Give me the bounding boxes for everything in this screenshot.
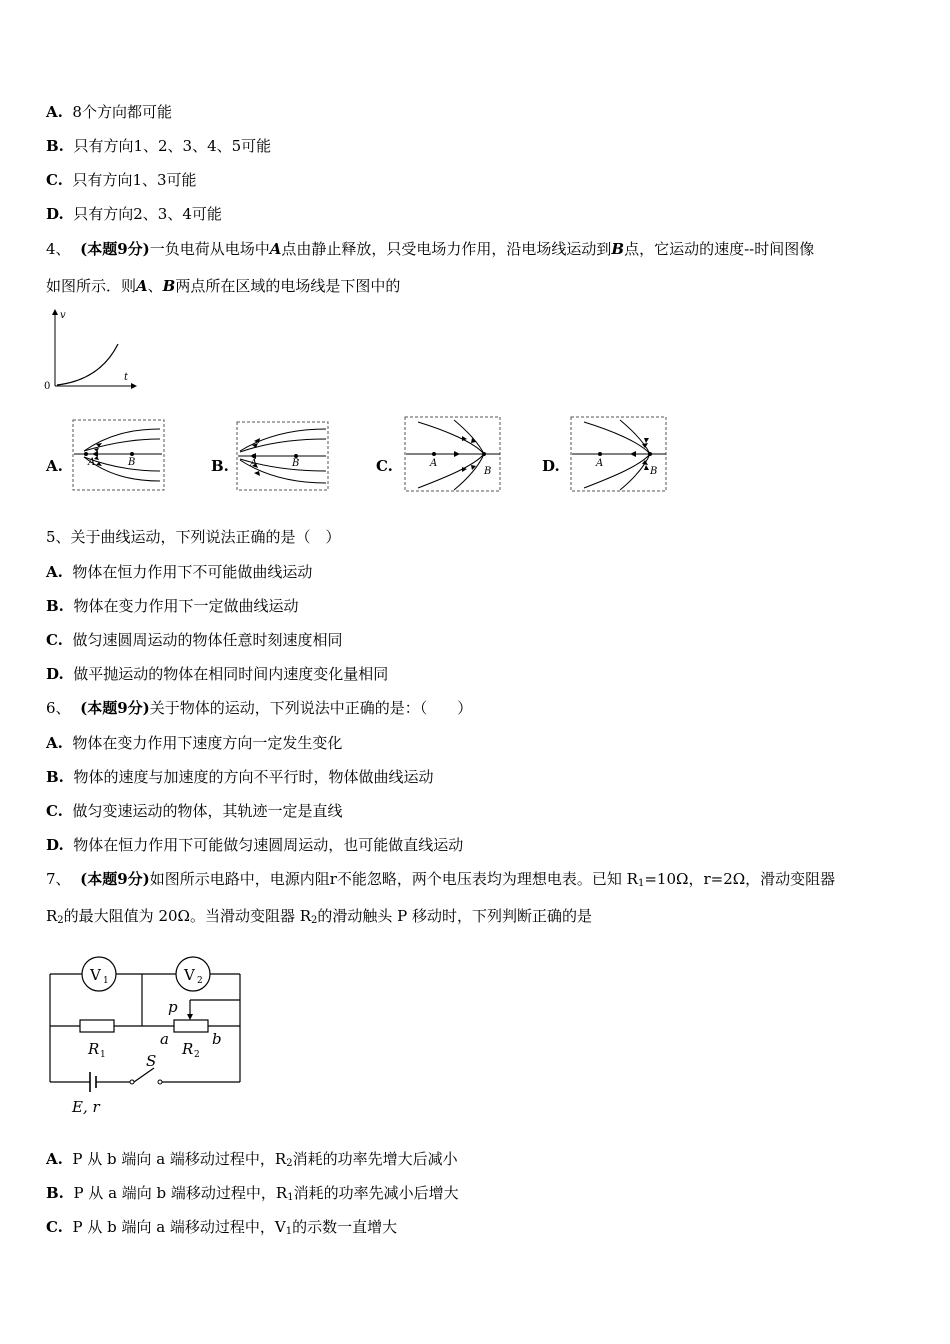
label-r2: R <box>182 1040 194 1058</box>
point-b: B <box>128 457 136 468</box>
q3-option-b: B. 只有方向1、2、3、4、5可能 <box>46 137 272 155</box>
point-a: A <box>250 458 258 469</box>
point-a: A <box>596 458 604 469</box>
q6-option-b: B. 物体的速度与加速度的方向不平行时，物体做曲线运动 <box>46 768 434 786</box>
field-figure-c <box>404 416 502 494</box>
v-t-curve <box>57 344 118 385</box>
v2-label: V <box>184 966 195 984</box>
q3-option-d: D. 只有方向2、3、4可能 <box>46 205 222 223</box>
q6-option-c: C. 做匀变速运动的物体，其轨迹一定是直线 <box>46 802 343 820</box>
q6-stem: 6、 (本题9分)关于物体的运动，下列说法中正确的是：（ ） <box>46 699 473 717</box>
q7-option-c: C. P 从 b 端向 a 端移动过程中，$V_1$的示数一直增大 <box>46 1218 398 1237</box>
q5-option-d: D. 做平抛运动的物体在相同时间内速度变化量相同 <box>46 665 389 683</box>
v1-sub: 1 <box>103 976 109 986</box>
point-b: B <box>292 458 300 469</box>
label-r1-sub: 1 <box>100 1050 106 1060</box>
resistor-r2 <box>174 1020 208 1032</box>
q7-option-a: A. P 从 b 端向 a 端移动过程中，$R_2$消耗的功率先增大后减小 <box>46 1150 458 1169</box>
v1-label: V <box>90 966 101 984</box>
q4-option-d-label: D. <box>542 457 560 475</box>
label-b: b <box>212 1030 222 1048</box>
q5-option-c: C. 做匀速圆周运动的物体任意时刻速度相同 <box>46 631 343 649</box>
q6-option-d: D. 物体在恒力作用下可能做匀速圆周运动，也可能做直线运动 <box>46 836 464 854</box>
q7-stem-line1: 7、 (本题9分)如图所示电路中，电源内阻r不能忽略，两个电压表均为理想电表。已知 $R_1=10\Omega$，r=2Ω，滑动变阻器 <box>46 870 836 889</box>
q4-stem-line1: 4、 (本题9分)一负电荷从电场中A点由静止释放，只受电场力作用，沿电场线运动到B点，它运动的速度--时间图像 <box>46 240 815 258</box>
q4-option-b-label: B. <box>211 457 229 475</box>
point-a: A <box>430 458 438 469</box>
q7-option-b: B. P 从 a 端向 b 端移动过程中，$R_1$消耗的功率先减小后增大 <box>46 1184 459 1203</box>
velocity-time-graph <box>40 306 140 392</box>
label-s: S <box>146 1052 157 1070</box>
q6-option-a: A. 物体在变力作用下速度方向一定发生变化 <box>46 734 343 752</box>
origin-label: 0 <box>44 381 51 392</box>
q7-stem-line2: $R_2$的最大阻值为 20Ω。当滑动变阻器 $R_2$的滑动触头 P 移动时，下列判断正确的是 <box>46 907 593 926</box>
label-a: a <box>160 1030 169 1048</box>
field-figure-a <box>72 419 166 493</box>
label-e-r: E, r <box>72 1098 100 1116</box>
resistor-r1 <box>80 1020 114 1032</box>
q4-option-a-label: A. <box>46 457 63 475</box>
t-label: t <box>124 372 129 383</box>
q3-option-a: A. 8个方向都可能 <box>46 103 172 121</box>
point-a: A <box>88 457 96 468</box>
q3-option-c: C. 只有方向1、3可能 <box>46 171 197 189</box>
point-b: B <box>650 466 658 477</box>
circuit-diagram <box>44 950 249 1120</box>
field-figure-b <box>236 421 330 493</box>
label-r2-sub: 2 <box>194 1050 200 1060</box>
q5-option-b: B. 物体在变力作用下一定做曲线运动 <box>46 597 299 615</box>
v2-sub: 2 <box>197 976 203 986</box>
q5-option-a: A. 物体在恒力作用下不可能做曲线运动 <box>46 563 313 581</box>
v-label: v <box>60 310 66 321</box>
label-p: p <box>168 998 178 1016</box>
label-r1: R <box>88 1040 100 1058</box>
point-b: B <box>484 466 492 477</box>
field-figure-d <box>570 416 668 494</box>
q4-stem-line2: 如图所示．则A、B两点所在区域的电场线是下图中的 <box>46 277 401 295</box>
q5-stem: 5、关于曲线运动，下列说法正确的是（ ） <box>46 528 341 546</box>
q4-option-c-label: C. <box>376 457 393 475</box>
